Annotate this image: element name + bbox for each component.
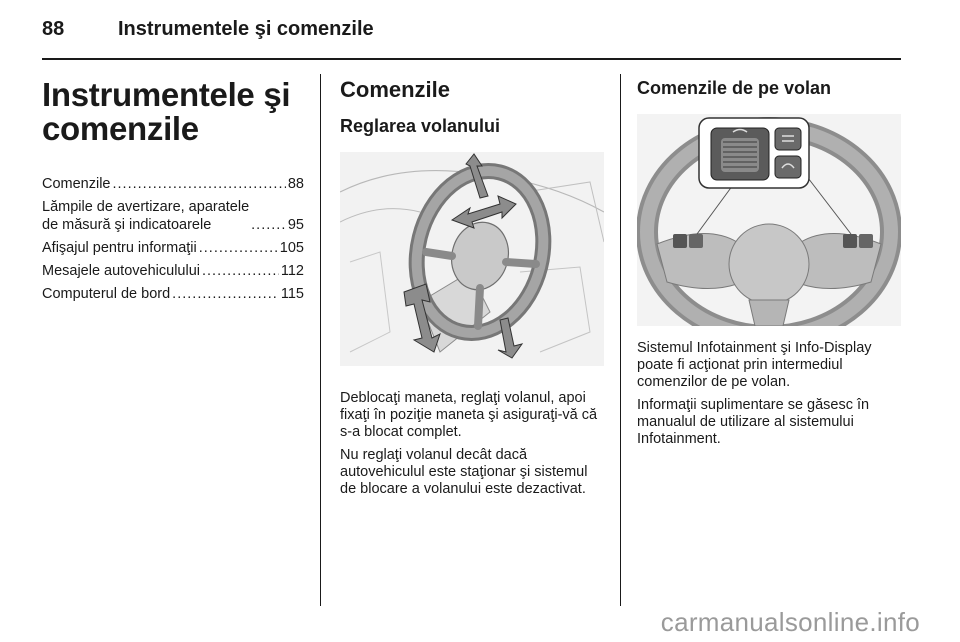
toc-entry[interactable]	[42, 285, 304, 303]
header-rule	[42, 58, 901, 60]
toc-entry-page: 95	[287, 217, 304, 233]
toc-entry[interactable]	[42, 175, 304, 193]
toc-entry-page: 105	[279, 240, 304, 256]
column-toc	[42, 78, 304, 308]
toc-entry-page: 115	[280, 286, 304, 302]
page-number: 88	[42, 18, 65, 40]
toc-entry-text: Mesajele autovehiculului	[42, 263, 200, 279]
toc-entry-page: 88	[287, 176, 304, 192]
toc-entry[interactable]	[42, 262, 304, 280]
paragraph: Informaţii suplimentare se găsesc în manualul de utilizare al sistemului Infotainment.	[637, 397, 870, 447]
toc-entry-text: Comenzile	[42, 176, 111, 192]
column-divider-1	[320, 74, 321, 606]
watermark: carmanualsonline.info	[660, 607, 920, 637]
section-title: Comenzile	[340, 77, 451, 102]
paragraph: Sistemul Infotainment şi Info-Display poate fi acţionat prin intermediul comenzilor de pe volan.	[637, 340, 872, 390]
steering-wheel-controls-illustration	[637, 114, 901, 326]
steering-wheel-adjustment-illustration	[340, 152, 604, 366]
paragraph: Nu reglaţi volanul decât dacă autovehiculul este staţionar şi sistemul de blocare a volanului este dezactivat.	[340, 447, 588, 497]
toc-entry-text: Computerul de bord	[42, 286, 171, 302]
toc-entry-text: Lămpile de avertizare, aparatele de măsură şi indicatoarele	[42, 199, 250, 233]
toc-leader	[202, 262, 279, 280]
table-of-contents	[42, 175, 304, 303]
column-wheel-controls	[637, 78, 901, 454]
chapter-title: Instrumentele şi comenzile	[118, 18, 374, 40]
subsection-title-wheel-controls: Comenzile de pe volan	[637, 78, 832, 98]
subsection-title-steering-adjust: Reglarea volanului	[340, 116, 501, 136]
toc-entry[interactable]	[42, 239, 304, 257]
page-header	[42, 18, 374, 41]
toc-entry[interactable]	[42, 198, 304, 234]
chapter-heading: Instrumentele şi comenzile	[42, 76, 291, 147]
toc-leader	[172, 285, 279, 303]
column-divider-2	[620, 74, 621, 606]
toc-entry-page: 112	[280, 263, 304, 279]
toc-leader	[113, 175, 286, 193]
toc-entry-text: Afişajul pentru informaţii	[42, 240, 197, 256]
toc-leader	[199, 239, 278, 257]
column-controls	[340, 78, 602, 504]
toc-leader	[251, 216, 286, 234]
paragraph: Deblocaţi maneta, reglaţi volanul, apoi fixaţi în poziţie maneta şi asiguraţi-vă că s-a blocat complet.	[340, 390, 598, 440]
